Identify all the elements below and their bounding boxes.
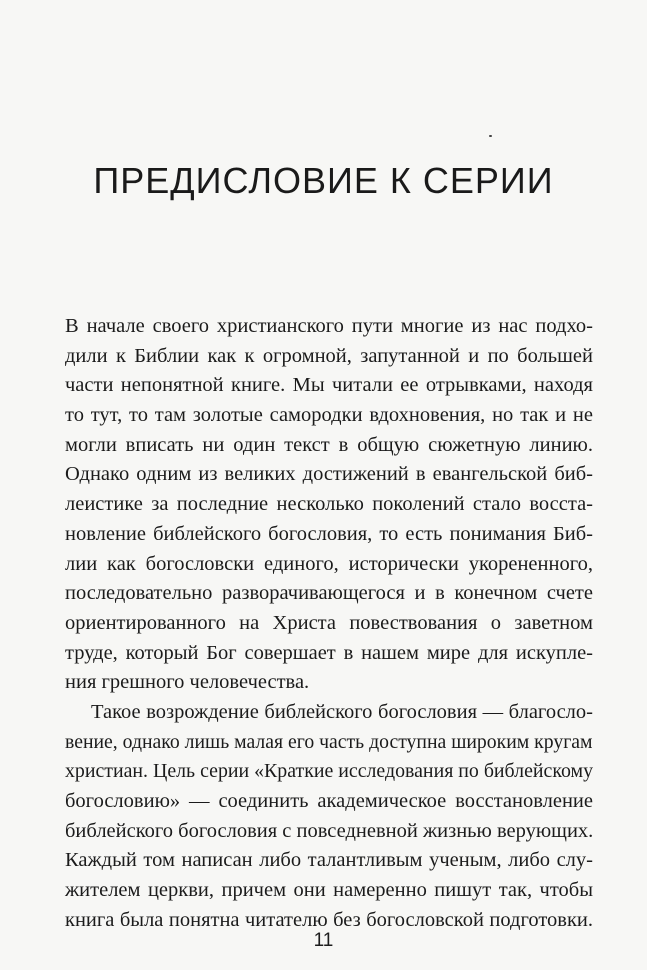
text-line: ния грешного человечества.: [65, 671, 310, 694]
text-line: Каждый том написан либо талантливым ученым, либо слу-: [65, 849, 593, 872]
text-line: Такое возрождение библейского богословия — благосло-: [91, 700, 593, 723]
text-line: В начале своего христианского пути многие из нас подхо-: [65, 315, 593, 337]
text-line: могли вписать ни один текст в общую сюжетную линию.: [65, 433, 593, 456]
text-line: богословию» — соединить академическое восстановление: [65, 790, 593, 812]
text-line: дили к Библии как к огромной, запутанной и по большей: [65, 344, 593, 367]
text-line: новление библейского богословия, то есть понимания Биб-: [65, 522, 593, 545]
text-line: Однако одним из великих достижений в евангельской биб-: [65, 463, 593, 486]
text-line: христиан. Цель серии «Краткие исследования по библейскому: [65, 760, 594, 783]
text-line: вение, однако лишь малая его часть доступна широким кругам: [65, 730, 593, 753]
page-number: 11: [313, 930, 334, 951]
text-line: лии как богословски единого, исторически укорененного,: [65, 552, 593, 575]
text-line: последовательно разворачивающегося и в конечном счете: [65, 582, 593, 605]
text-line: книга была понятна читателю без богословской подготовки.: [65, 908, 593, 931]
text-line: леистике за последние несколько поколений стало восста-: [65, 493, 593, 516]
page-title: ПРЕДИСЛОВИЕ К СЕРИИ: [93, 160, 554, 201]
text-line: жителем церкви, причем они намеренно пишут так, чтобы: [65, 879, 593, 902]
text-line: ориентированного на Христа повествования о заветном: [65, 611, 593, 634]
text-line: части непонятной книге. Мы читали ее отрывками, находя: [65, 374, 593, 397]
body-text: [65, 312, 593, 935]
print-speck: [489, 135, 492, 137]
text-line: труде, который Бог совершает в нашем мире для искупле-: [65, 641, 593, 664]
text-line: библейского богословия с повседневной жизнью верующих.: [65, 819, 594, 842]
text-line: то тут, то там золотые самородки вдохновения, но так и не: [65, 404, 593, 427]
